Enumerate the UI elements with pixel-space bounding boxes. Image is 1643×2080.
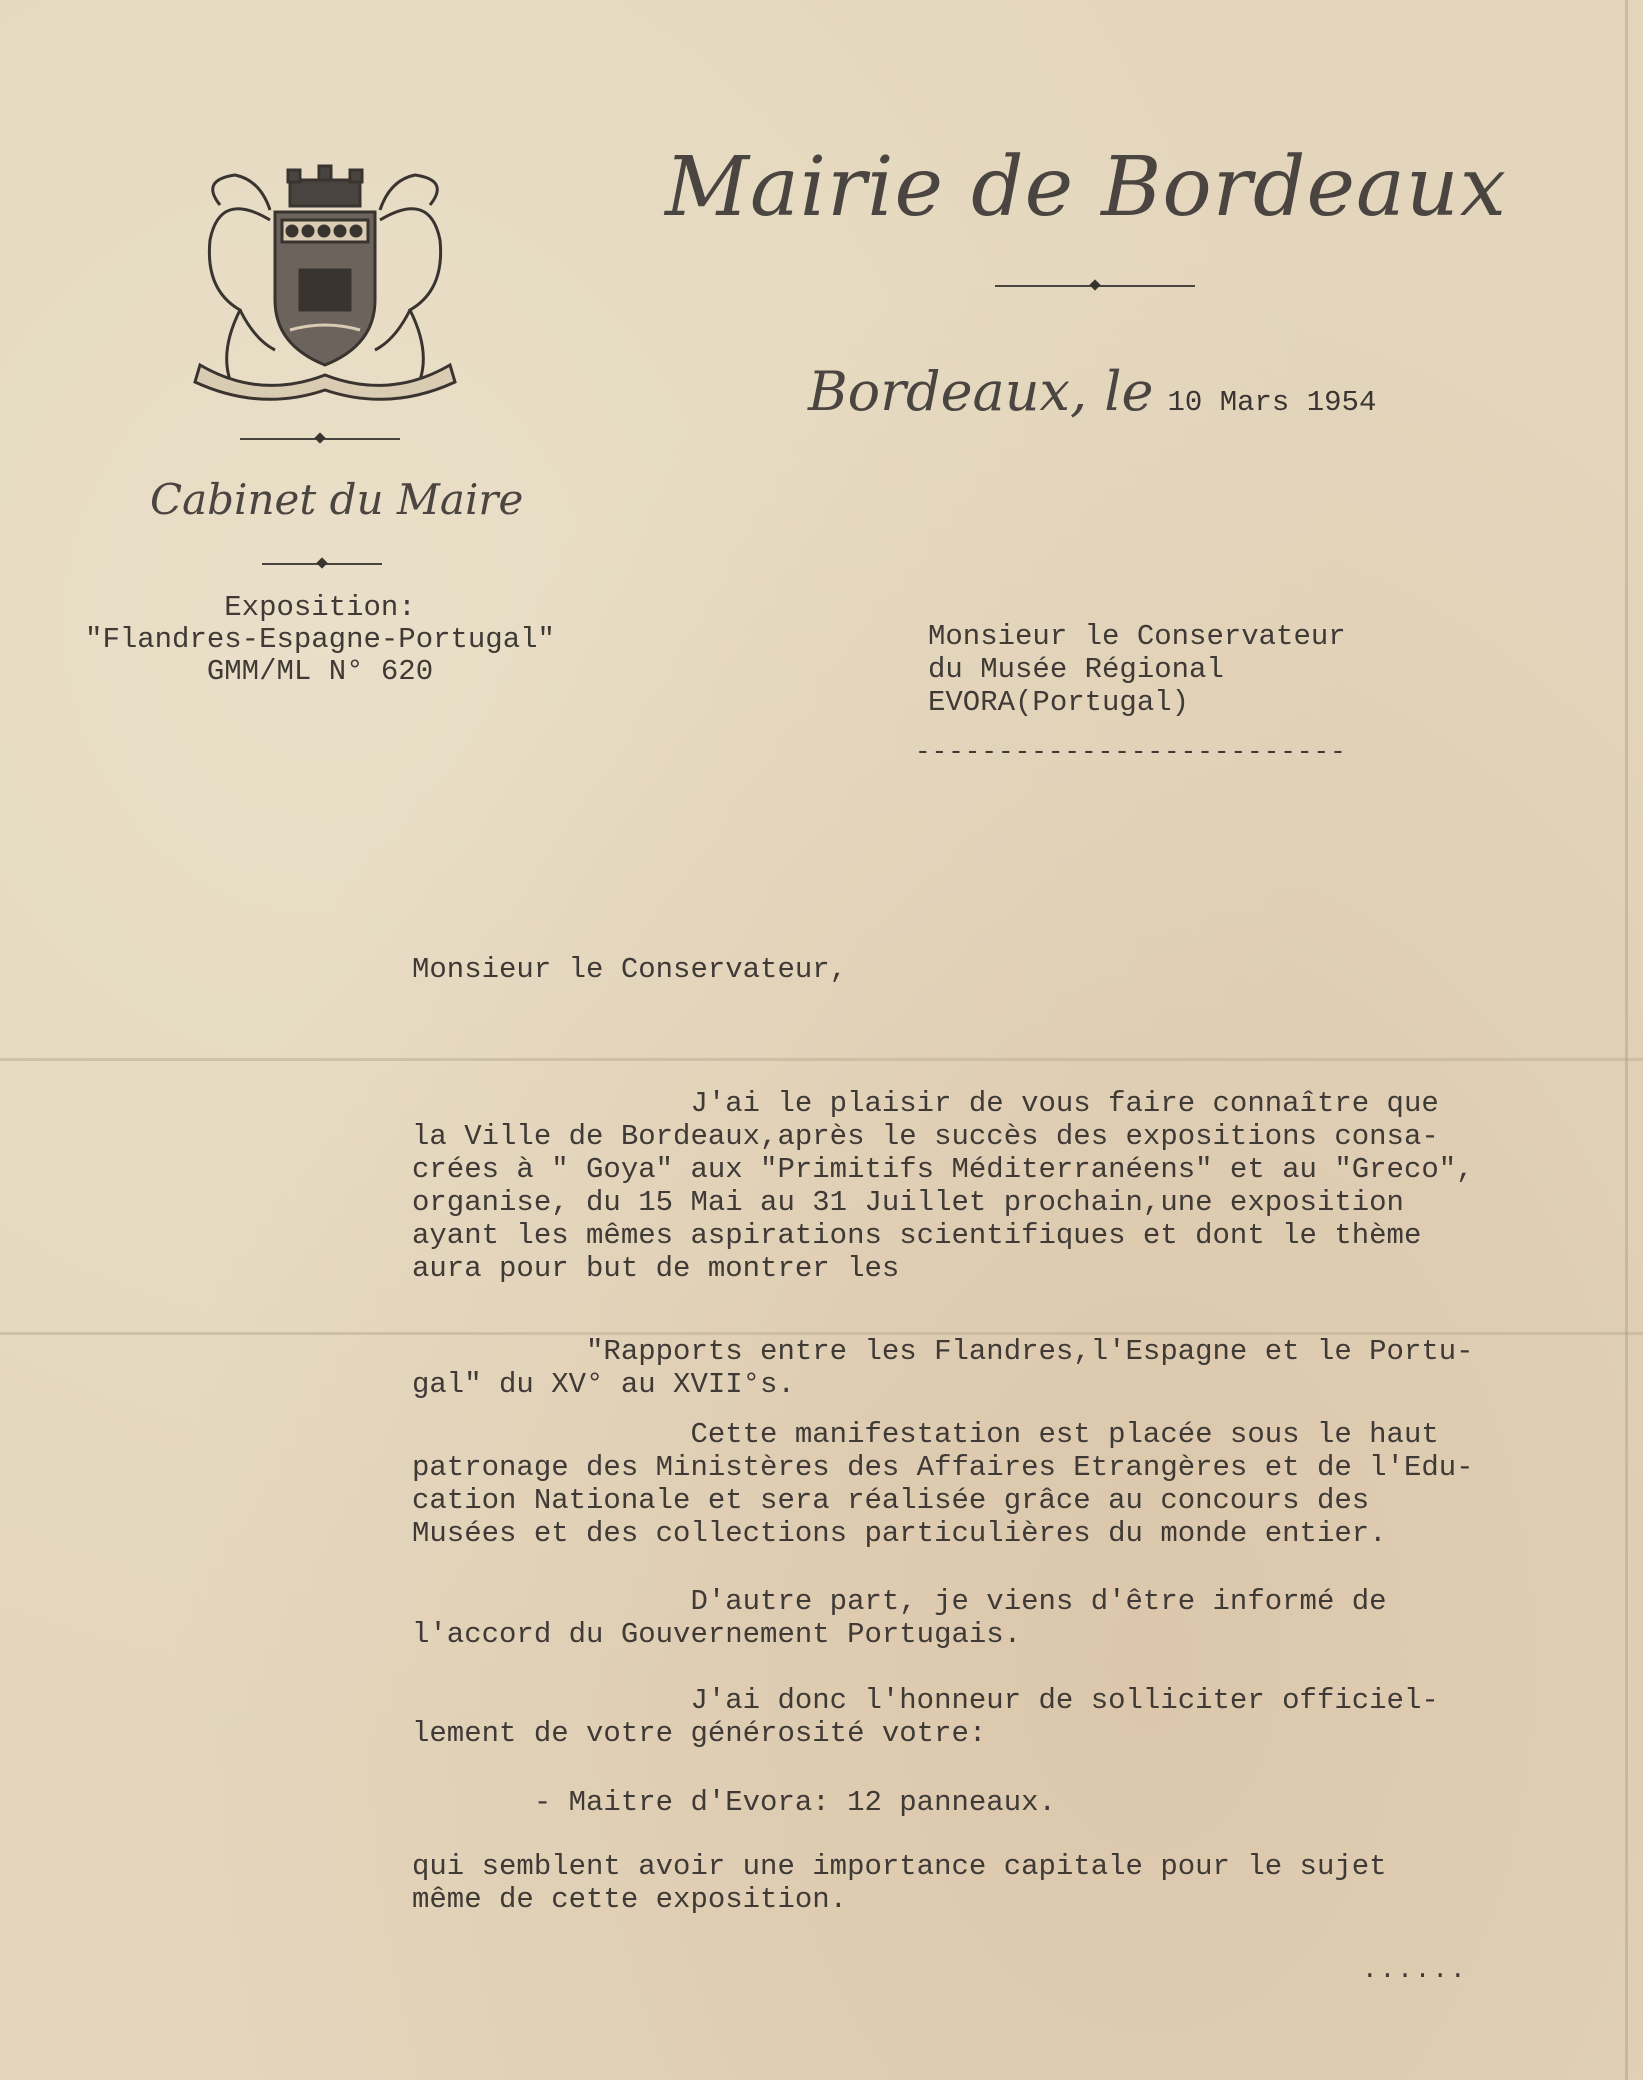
salutation: Monsieur le Conservateur, xyxy=(412,953,848,986)
continuation-dots: ...... xyxy=(1362,1955,1468,1985)
diamond-ornament-icon xyxy=(316,557,327,568)
body-paragraph: "Rapports entre les Flandres,l'Espagne et le Portu- gal" du XV° au XVII°s. xyxy=(412,1335,1474,1401)
diamond-ornament-icon xyxy=(1089,279,1100,290)
addressee-line: du Musée Régional xyxy=(928,653,1224,686)
addressee-line: Monsieur le Conservateur xyxy=(928,620,1346,653)
requested-item: - Maitre d'Evora: 12 panneaux. xyxy=(412,1786,1056,1819)
body-paragraph: J'ai le plaisir de vous faire connaître que la Ville de Bordeaux,après le succès des expositions consa- crées à " Goya" aux "Primitifs Méditerranéens" et au "Greco", organise, du 15 Mai au 31 Juillet prochain,une exposition ayant les mêmes aspirations scientifiques et dont le thème aura pour but de montrer les xyxy=(412,1087,1474,1285)
reference-number: GMM/ML N° 620 xyxy=(206,655,434,688)
body-paragraph: qui semblent avoir une importance capitale pour le sujet même de cette exposition. xyxy=(412,1850,1387,1916)
date-line xyxy=(808,360,1376,423)
date-place-prefix: Bordeaux, le xyxy=(808,360,1154,423)
reference-line: "Flandres-Espagne-Portugal" xyxy=(85,623,555,656)
bordeaux-coat-of-arms-icon xyxy=(180,150,470,410)
reference-block xyxy=(40,592,600,688)
addressee-block xyxy=(928,620,1346,719)
letterhead-title: Mairie de Bordeaux xyxy=(665,140,1507,235)
diamond-ornament-icon xyxy=(314,432,325,443)
office-title: Cabinet du Maire xyxy=(150,475,524,524)
reference-line: Exposition: xyxy=(224,591,416,624)
paper-edge-line xyxy=(1625,0,1628,2080)
body-paragraph: Cette manifestation est placée sous le haut patronage des Ministères des Affaires Etrangères et de l'Edu- cation Nationale et sera réalisée grâce au concours des Musées et des collections particulières du monde entier. xyxy=(412,1418,1474,1550)
paper-fold-line xyxy=(0,1058,1643,1061)
addressee-underline: -------------------------- xyxy=(915,737,1347,767)
body-paragraph: J'ai donc l'honneur de solliciter officiel- lement de votre générosité votre: xyxy=(412,1684,1439,1750)
addressee-line: EVORA(Portugal) xyxy=(928,686,1190,719)
body-paragraph: D'autre part, je viens d'être informé de l'accord du Gouvernement Portugais. xyxy=(412,1585,1387,1651)
letter-date: 10 Mars 1954 xyxy=(1167,386,1377,419)
